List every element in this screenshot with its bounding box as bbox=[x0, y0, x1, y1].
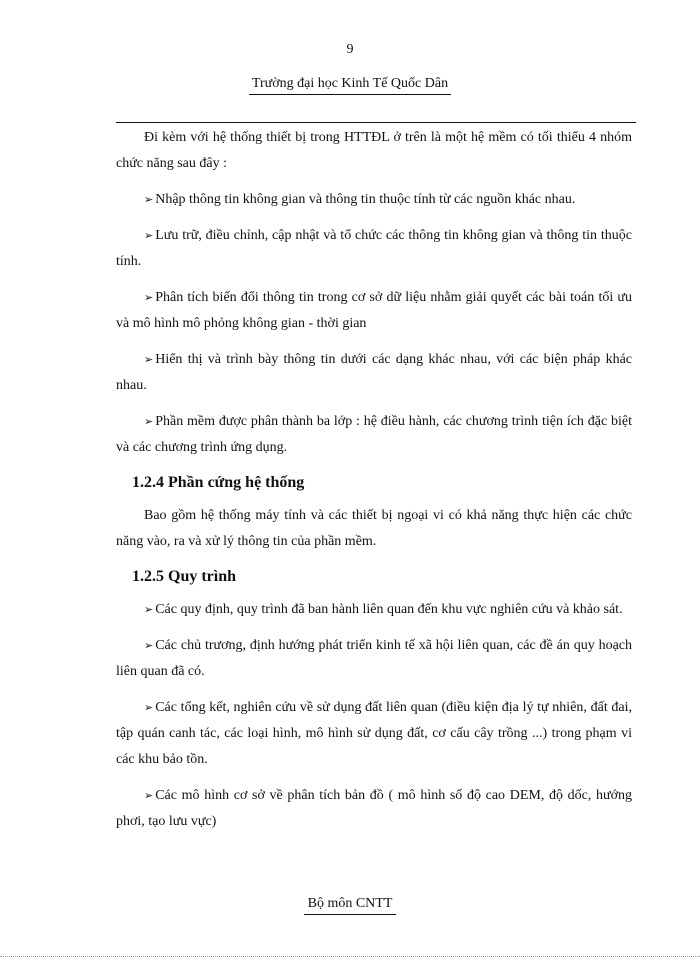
section-heading-1-2-4: 1.2.4 Phần cứng hệ thống bbox=[132, 474, 305, 491]
arrow-bullet-icon: ➢ bbox=[144, 639, 154, 652]
arrow-bullet-icon: ➢ bbox=[144, 701, 154, 714]
section-heading-1-2-5: 1.2.5 Quy trình bbox=[132, 568, 237, 585]
list-item: ➢ Nhập thông tin không gian và thông tin thuộc tính từ các nguồn khác nhau. bbox=[144, 192, 576, 207]
list-item: ➢ Các quy định, quy trình đã ban hành liên quan đến khu vực nghiên cứu và khảo sát. bbox=[144, 602, 623, 617]
page-number: 9 bbox=[346, 42, 354, 57]
list-item: ➢ Các chủ trương, định hướng phát triển kinh tế xã hội liên quan, các đề án quy hoạch liên quan đã có. bbox=[116, 638, 632, 679]
page-footer bbox=[0, 896, 700, 915]
arrow-bullet-icon: ➢ bbox=[144, 229, 154, 242]
running-header bbox=[0, 76, 700, 95]
header-title: Trường đại học Kinh Tế Quốc Dân bbox=[249, 76, 451, 95]
arrow-bullet-icon: ➢ bbox=[144, 603, 154, 616]
intro-paragraph: Đi kèm với hệ thống thiết bị trong HTTĐL ở trên là một hệ mềm có tối thiểu 4 nhóm chức năng sau đây : bbox=[116, 130, 632, 171]
arrow-bullet-icon: ➢ bbox=[144, 193, 154, 206]
list-item: ➢ Phân tích biến đổi thông tin trong cơ sở dữ liệu nhằm giải quyết các bài toán tối ưu và mô hình mô phỏng không gian - thời gian bbox=[116, 290, 632, 331]
arrow-bullet-icon: ➢ bbox=[144, 415, 154, 428]
list-item: ➢ Hiển thị và trình bày thông tin dưới các dạng khác nhau, với các biện pháp khác nhau. bbox=[116, 352, 632, 393]
list-item: ➢ Phần mềm được phân thành ba lớp : hệ điều hành, các chương trình tiện ích đặc biệt và các chương trình ứng dụng. bbox=[116, 414, 632, 455]
section-1-2-4-body: Bao gồm hệ thống máy tính và các thiết bị ngoại vi có khả năng thực hiện các chức năng vào, ra và xử lý thông tin của phần mềm. bbox=[116, 508, 632, 549]
list-item: ➢ Các tổng kết, nghiên cứu về sử dụng đất liên quan (điều kiện địa lý tự nhiên, đất đai, tập quán canh tác, các loại hình, mô hình sử dụng đất, cơ cấu cây trồng ...) trong phạm vi các khu bảo tồn. bbox=[116, 700, 632, 767]
list-item: ➢ Các mô hình cơ sở về phân tích bản đồ ( mô hình số độ cao DEM, độ dốc, hướng phơi, tạo lưu vực) bbox=[116, 788, 632, 829]
header-rule bbox=[116, 122, 636, 123]
list-item: ➢ Lưu trữ, điều chỉnh, cập nhật và tổ chức các thông tin không gian và thông tin thuộc tính. bbox=[116, 228, 632, 269]
arrow-bullet-icon: ➢ bbox=[144, 291, 154, 304]
page-bottom-divider bbox=[0, 956, 700, 957]
arrow-bullet-icon: ➢ bbox=[144, 353, 154, 366]
arrow-bullet-icon: ➢ bbox=[144, 789, 154, 802]
footer-department: Bộ môn CNTT bbox=[304, 896, 397, 915]
page-content bbox=[116, 125, 632, 845]
